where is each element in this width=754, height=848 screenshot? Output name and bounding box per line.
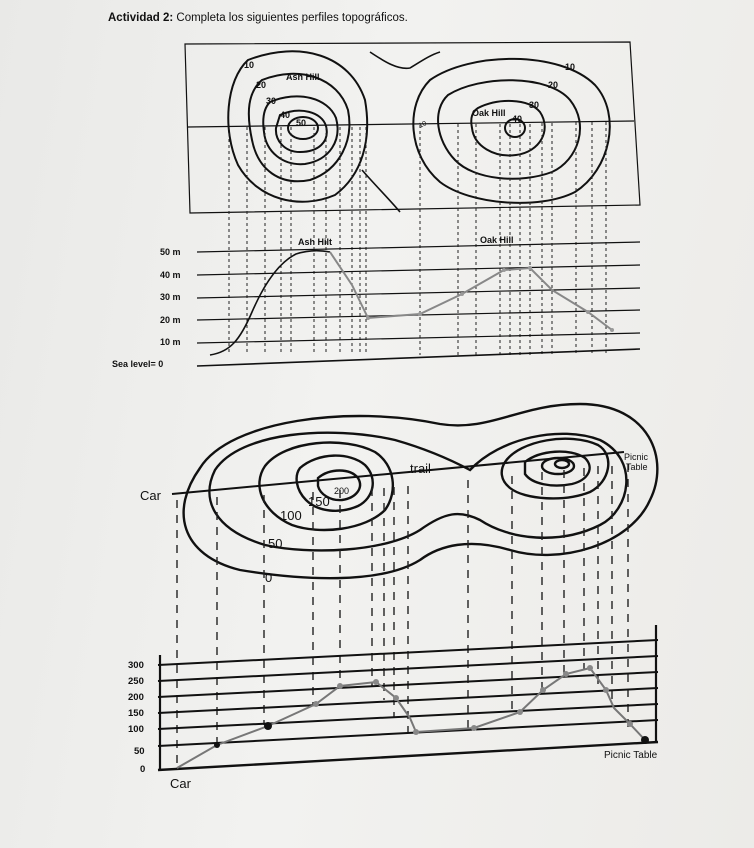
map1-divide [370,52,440,68]
oak-label-20: 20 [548,80,559,90]
profile1-drawn-curve [210,251,330,355]
oak-label-30: 30 [529,100,540,110]
map1-inner-label: 10 [417,120,428,130]
map2-label-150: 150 [308,494,330,509]
topo-map-2 [172,404,657,578]
p2-ylabel-150: 150 [128,708,144,719]
p1-oak-label: Oak Hill [480,235,514,245]
map2-picnic-label-2: Table [626,462,648,472]
map2-drop-lines [177,464,628,768]
profile2-student-line [177,668,645,768]
map2-picnic-label-1: Picnic [624,452,649,462]
map2-trail-label: trail [410,461,431,476]
map2-oak-contour-1 [502,439,609,499]
p1-ylabel-10: 10 m [160,337,181,347]
p1-ash-label: Ash Hilt [298,237,333,247]
map2-label-100: 100 [280,508,302,523]
map2-label-50: 50 [268,536,283,551]
ash-hill-label: Ash Hill [286,72,320,82]
map2-label-200: 200 [334,486,350,496]
p1-ylabel-50: 50 m [160,247,181,257]
p2-ylabel-50: 50 [134,746,145,757]
p2-ylabel-200: 200 [128,692,144,703]
profile2-ylabels [128,660,145,775]
p2-car-label: Car [170,776,191,791]
map1-drop-lines [229,122,606,355]
activity-instructions: Completa los siguientes perfiles topográficos. [173,12,408,24]
map2-oak-contour-4 [555,460,569,468]
map2-car-label: Car [140,488,161,503]
p2-ylabel-100: 100 [128,724,144,735]
p2-picnic-label: Picnic Table [604,750,658,761]
profile1-student-line [330,252,612,330]
oak-label-10: 10 [565,62,576,72]
ash-label-20: 20 [256,80,267,90]
ash-label-10: 10 [244,60,255,70]
p1-sea-level: Sea level= 0 [112,359,164,369]
profile1-ylabels [112,235,514,369]
map2-contour-0 [184,404,658,578]
p2-ylabel-0: 0 [140,764,146,775]
p2-ylabel-300: 300 [128,660,144,671]
oak-hill-label: Oak Hill [472,108,506,118]
map1-valley [362,170,400,212]
oak-contour-20 [438,80,580,179]
p1-ylabel-20: 20 m [160,315,181,325]
map1-profile-line [188,121,634,127]
p2-ylabel-250: 250 [128,676,144,687]
activity-number: Actividad 2: [108,12,174,24]
oak-label-40: 40 [512,114,523,124]
ash-label-30: 30 [266,96,277,106]
profile1-points [366,266,614,332]
map2-label-0: 0 [265,570,273,585]
p1-ylabel-40: 40 m [160,270,181,280]
p1-ylabel-30: 30 m [160,292,181,302]
ash-label-40: 40 [280,110,291,120]
ash-label-50: 50 [296,118,307,128]
